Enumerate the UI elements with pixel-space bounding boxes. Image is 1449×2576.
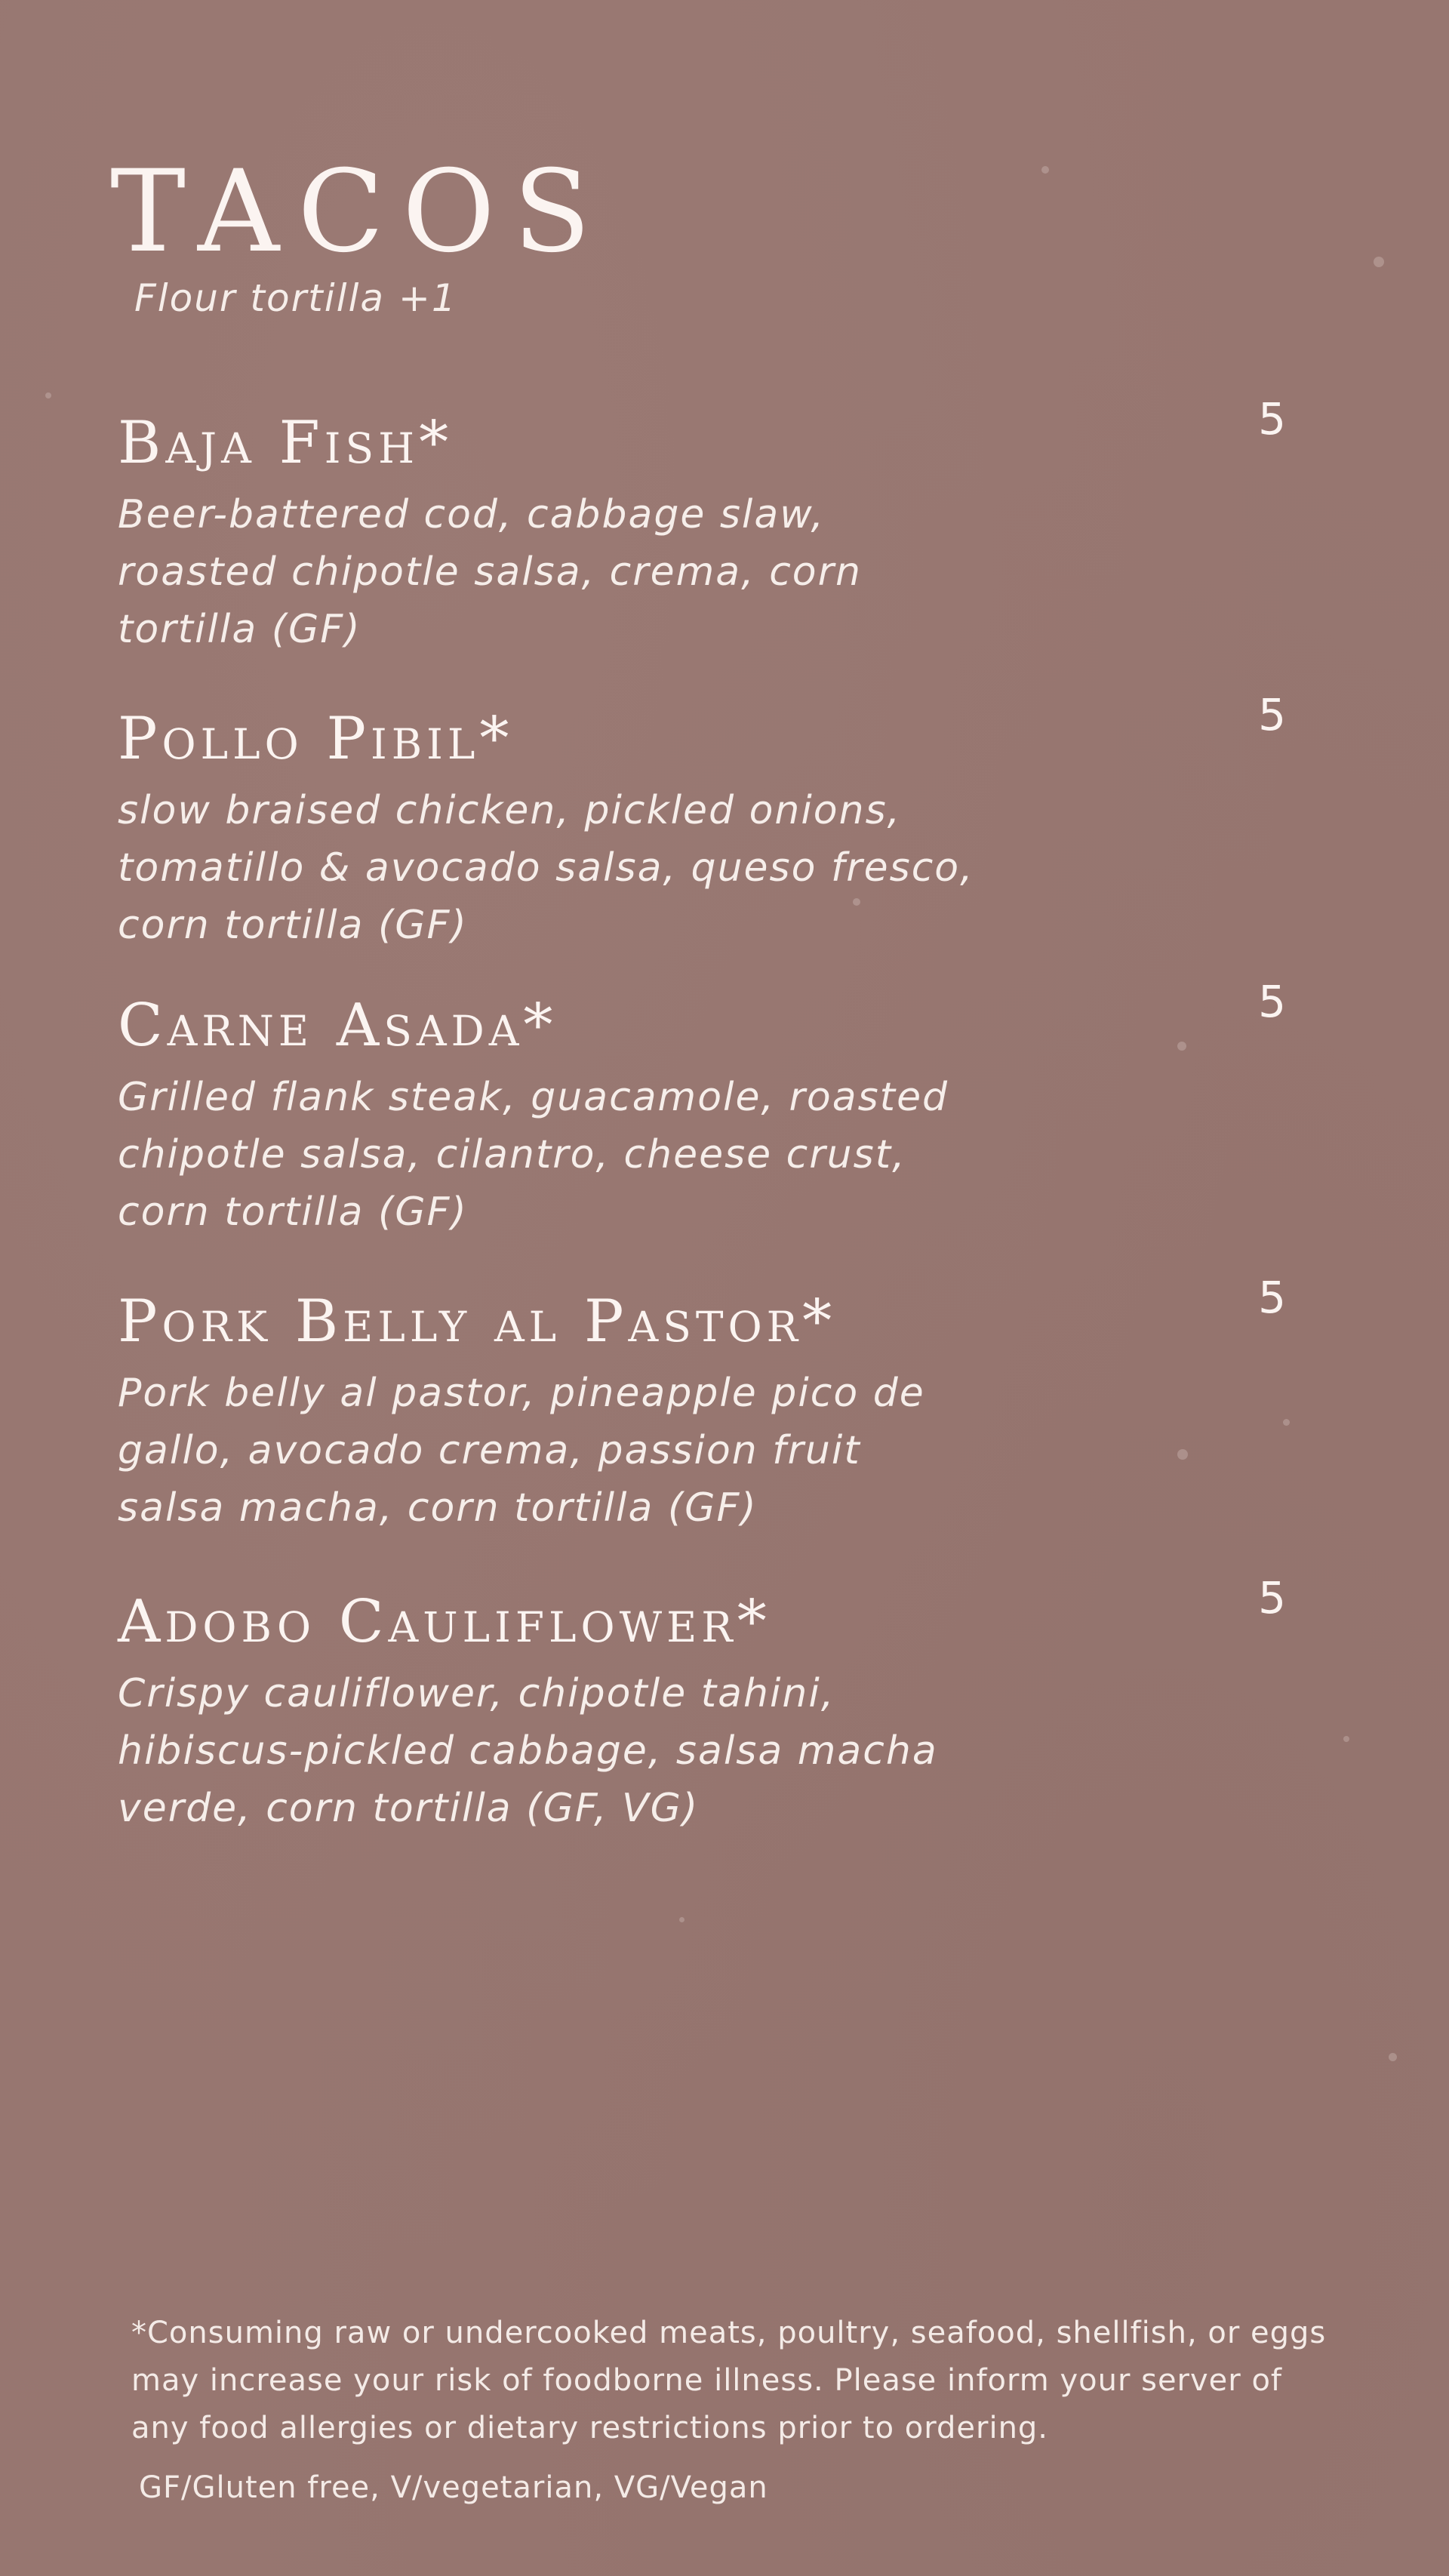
texture-speck bbox=[45, 392, 51, 399]
texture-speck bbox=[1374, 257, 1384, 267]
tortilla-note: Flour tortilla +1 bbox=[134, 276, 457, 320]
menu-item-pollo-pibil bbox=[118, 689, 1295, 954]
allergy-disclaimer: *Consuming raw or undercooked meats, poultry, seafood, shellfish, or eggs may increase your risk of foodborne illness. Please inform your server of any food allergies or dietary restrictions prior to ordering. bbox=[131, 2316, 1327, 2445]
item-price: 5 bbox=[1258, 1572, 1286, 1623]
page-title: TACOS bbox=[110, 146, 609, 278]
item-description: Grilled flank steak, guacamole, roasted chipotle salsa, cilantro, cheese crust, corn tortilla (GF) bbox=[118, 1075, 949, 1235]
texture-speck bbox=[679, 1917, 685, 1922]
texture-speck bbox=[1389, 2053, 1397, 2061]
item-name: Carne Asada* bbox=[118, 992, 558, 1060]
item-price: 5 bbox=[1258, 976, 1286, 1027]
dietary-legend: GF/Gluten free, V/vegetarian, VG/Vegan bbox=[139, 2470, 768, 2505]
menu-item-adobo-cauliflower bbox=[118, 1572, 1295, 1837]
item-description: Pork belly al pastor, pineapple pico de gallo, avocado crema, passion fruit salsa macha, corn tortilla (GF) bbox=[118, 1371, 925, 1531]
texture-speck bbox=[1343, 1736, 1349, 1742]
item-description: Crispy cauliflower, chipotle tahini, hibiscus-pickled cabbage, salsa macha verde, corn tortilla (GF, VG) bbox=[118, 1671, 938, 1831]
menu-item-baja-fish bbox=[118, 393, 1295, 658]
item-name: Adobo Cauliflower* bbox=[118, 1588, 771, 1656]
item-name: Pork Belly al Pastor* bbox=[118, 1288, 837, 1356]
menu-item-pork-belly-al-pastor bbox=[118, 1272, 1295, 1537]
texture-speck bbox=[1041, 166, 1049, 174]
item-name: Pollo Pibil* bbox=[118, 705, 514, 773]
item-price: 5 bbox=[1258, 393, 1286, 445]
menu-item-carne-asada bbox=[118, 976, 1295, 1241]
item-price: 5 bbox=[1258, 1272, 1286, 1323]
item-description: slow braised chicken, pickled onions, tomatillo & avocado salsa, queso fresco, corn tortilla (GF) bbox=[118, 788, 974, 948]
item-price: 5 bbox=[1258, 689, 1286, 740]
item-name: Baja Fish* bbox=[118, 409, 454, 477]
item-description: Beer-battered cod, cabbage slaw, roasted chipotle salsa, crema, corn tortilla (GF) bbox=[118, 492, 862, 652]
